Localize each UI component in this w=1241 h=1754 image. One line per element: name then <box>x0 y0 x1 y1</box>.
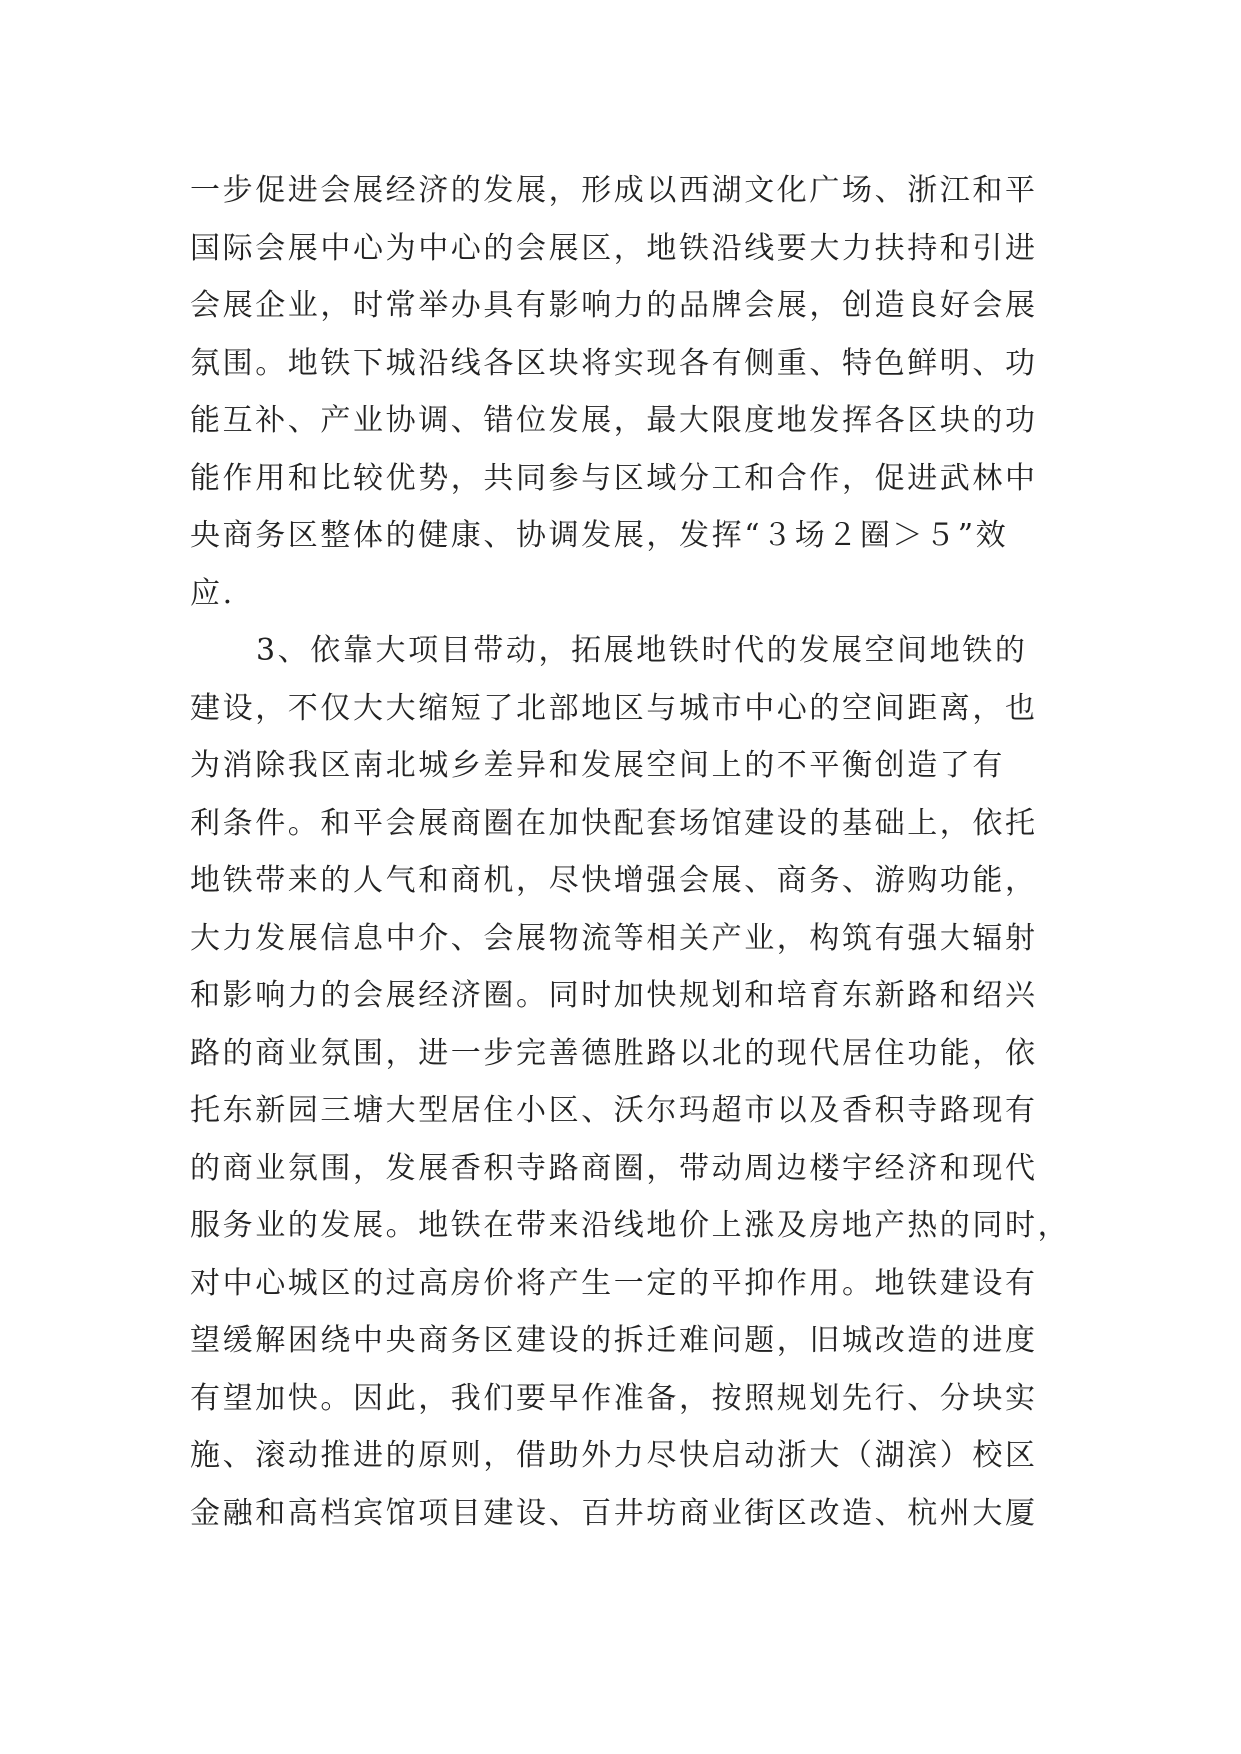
text-line: 能互补、产业协调、错位发展，最大限度地发挥各区块的功 <box>190 403 1038 438</box>
text-line: 的商业氛围，发展香积寺路商圈，带动周边楼宇经济和现代 <box>190 1150 1038 1186</box>
text-line: 对中心城区的过高房价将产生一定的平抑作用。地铁建设有 <box>190 1265 1038 1301</box>
text-line: 大力发展信息中介、会展物流等相关产业，构筑有强大辐射 <box>190 920 1038 956</box>
text-line: 路的商业氛围，进一步完善德胜路以北的现代居住功能，依 <box>190 1035 1038 1071</box>
text-line: 和影响力的会展经济圈。同时加快规划和培育东新路和绍兴 <box>190 978 1038 1013</box>
text-line: 建设，不仅大大缩短了北部地区与城市中心的空间距离，也 <box>190 690 1038 726</box>
text-line: 望缓解困绕中央商务区建设的拆迁难问题，旧城改造的进度 <box>190 1323 1038 1358</box>
text-line: 应. <box>190 575 235 611</box>
text-line: 国际会展中心为中心的会展区，地铁沿线要大力扶持和引进 <box>190 230 1038 266</box>
text-line: 会展企业，时常举办具有影响力的品牌会展，创造良好会展 <box>190 288 1038 323</box>
text-line: 服务业的发展。地铁在带来沿线地价上涨及房地产热的同时， <box>190 1208 1071 1243</box>
text-line: 利条件。和平会展商圈在加快配套场馆建设的基础上，依托 <box>190 805 1038 841</box>
body-text <box>190 162 1070 1542</box>
text-line: 地铁带来的人气和商机，尽快增强会展、商务、游购功能， <box>190 863 1038 898</box>
text-line: 氛围。地铁下城沿线各区块将实现各有侧重、特色鲜明、功 <box>190 345 1038 381</box>
text-line: 施、滚动推进的原则，借助外力尽快启动浙大（湖滨）校区 <box>190 1438 1038 1473</box>
text-line: 央商务区整体的健康、协调发展，发挥“３场２圈＞５”效 <box>190 518 1009 553</box>
text-line: 一步促进会展经济的发展，形成以西湖文化广场、浙江和平 <box>190 173 1038 208</box>
text-line: 能作用和比较优势，共同参与区域分工和合作，促进武林中 <box>190 460 1038 496</box>
paragraph-start-line: 3、依靠大项目带动，拓展地铁时代的发展空间地铁的 <box>256 633 1028 668</box>
text-line: 有望加快。因此，我们要早作准备，按照规划先行、分块实 <box>190 1380 1038 1416</box>
text-line: 金融和高档宾馆项目建设、百井坊商业街区改造、杭州大厦 <box>190 1495 1038 1531</box>
text-line: 为消除我区南北城乡差异和发展空间上的不平衡创造了有 <box>190 748 1005 783</box>
text-line: 托东新园三塘大型居住小区、沃尔玛超市以及香积寺路现有 <box>190 1093 1038 1128</box>
